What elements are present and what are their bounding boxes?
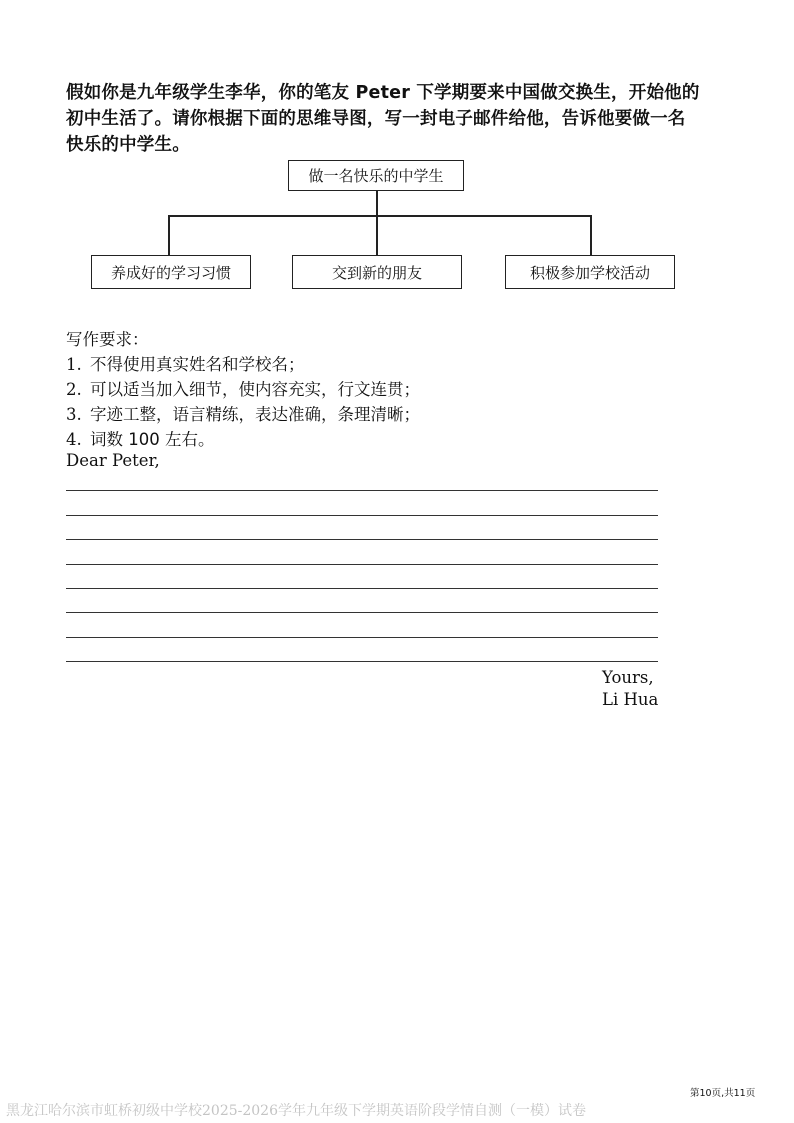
writing-prompt: 假如你是九年级学生李华，你的笔友 Peter 下学期要来中国做交换生，开始他的 初中生活了。请你根据下面的思维导图，写一封电子邮件给他，告诉他要做一名 快乐的中学生。 <box>66 83 700 155</box>
writing-line <box>66 490 658 491</box>
mind-map-root: 做一名快乐的中学生 <box>288 160 464 191</box>
connector-line <box>376 215 378 255</box>
requirement-item <box>66 401 420 425</box>
source-watermark: 黑龙江哈尔滨市虹桥初级中学校2025-2026学年九年级下学期英语阶段学情自测（一模）试卷 <box>6 1103 586 1119</box>
connector-line <box>590 215 592 255</box>
requirements-title: 写作要求： <box>66 330 149 349</box>
writing-line <box>66 612 658 613</box>
connector-line <box>168 215 170 255</box>
requirement-text: 字迹工整，语言精练，表达准确，条理清晰； <box>90 405 420 424</box>
letter-signature: Li Hua <box>602 690 659 709</box>
mind-map-branch-new-friends: 交到新的朋友 <box>292 255 462 289</box>
requirement-item <box>66 351 305 375</box>
requirement-number: 2. <box>66 380 82 399</box>
connector-line <box>168 215 591 217</box>
requirement-text: 不得使用真实姓名和学校名； <box>90 355 305 374</box>
writing-line <box>66 564 658 565</box>
mind-map-branch-study-habits: 养成好的学习习惯 <box>91 255 251 289</box>
requirement-item <box>66 376 420 400</box>
requirement-item <box>66 426 214 450</box>
page-number: 第10页,共11页 <box>690 1088 756 1099</box>
writing-line <box>66 588 658 589</box>
connector-line <box>376 191 378 216</box>
requirement-text: 可以适当加入细节，使内容充实，行文连贯； <box>90 380 420 399</box>
requirement-number: 3. <box>66 405 82 424</box>
writing-line <box>66 515 658 516</box>
letter-greeting: Dear Peter, <box>66 451 160 470</box>
writing-line <box>66 539 658 540</box>
mind-map-branch-school-activities: 积极参加学校活动 <box>505 255 675 289</box>
writing-line <box>66 661 658 662</box>
requirement-number: 1. <box>66 355 82 374</box>
letter-closing: Yours, <box>602 668 654 687</box>
requirement-number: 4. <box>66 430 82 449</box>
requirement-text: 词数 100 左右。 <box>90 430 215 449</box>
writing-line <box>66 637 658 638</box>
